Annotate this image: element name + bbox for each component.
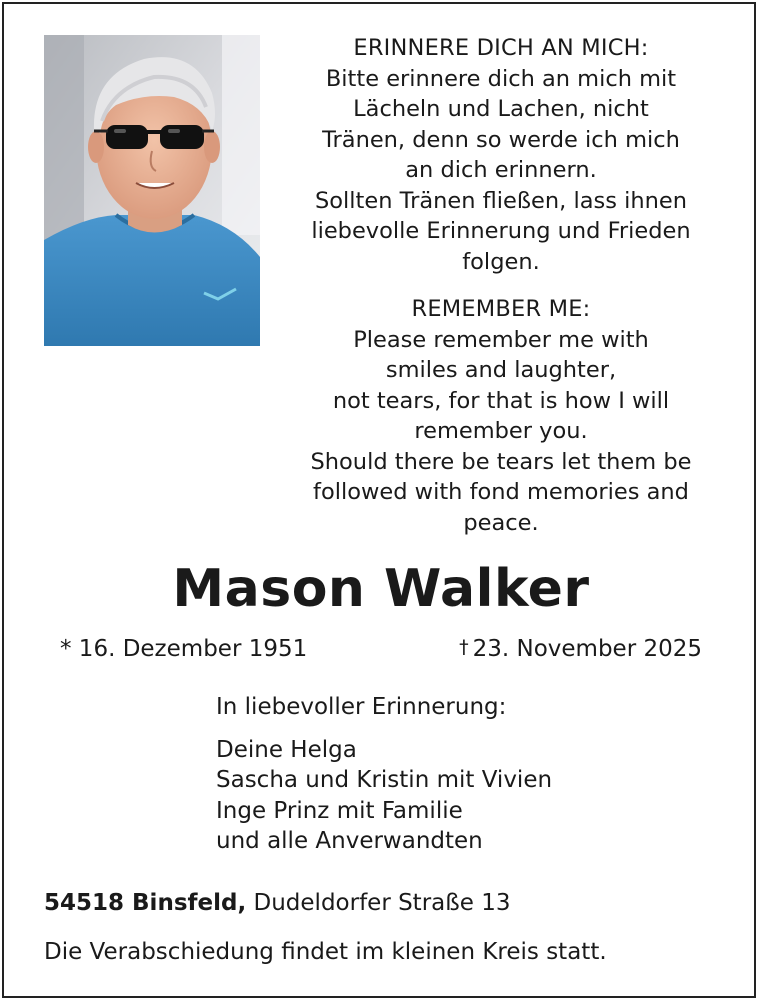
poem-de-line: folgen.: [462, 248, 540, 275]
poem-spacer: [286, 277, 716, 294]
poem-en-line: remember you.: [414, 418, 588, 444]
poem-de-line: an dich erinnern.: [405, 157, 597, 183]
poem-en-line: Please remember me with: [353, 326, 649, 353]
poem-block: [286, 33, 716, 538]
mourners-intro: In liebevoller Erinnerung:: [216, 694, 507, 720]
address-street: Dudeldorfer Straße 13: [253, 890, 511, 916]
death-date-row: [459, 633, 702, 666]
poem-de-line: Sollten Tränen fließen, lass ihnen: [315, 187, 687, 214]
farewell-note: Die Verabschiedung findet im kleinen Kreis statt.: [44, 939, 607, 965]
poem-en-line: not tears, for that is how I will: [332, 387, 670, 414]
portrait-photo: [44, 35, 260, 346]
death-date: 23. November 2025: [472, 636, 702, 662]
address-line: [44, 887, 510, 919]
deceased-name: Mason Walker: [172, 559, 590, 619]
mourner-name: und alle Anverwandten: [216, 828, 483, 854]
mourners-block: [216, 692, 552, 857]
poem-de-line: Tränen, denn so werde ich mich: [322, 126, 680, 153]
poem-en-line: Should there be tears let them be: [310, 448, 692, 475]
mourner-name: Deine Helga: [216, 736, 357, 763]
poem-en-line: peace.: [463, 509, 539, 536]
mourner-name: Inge Prinz mit Familie: [216, 797, 463, 824]
poem-en-line: followed with fond memories and: [313, 479, 689, 505]
address-place: 54518 Binsfeld,: [44, 890, 247, 916]
poem-en-heading: REMEMBER ME:: [411, 296, 591, 322]
poem-de-line: liebevolle Erinnerung und Frieden: [311, 218, 691, 244]
mourner-name: Sascha und Kristin mit Vivien: [216, 767, 553, 793]
birth-date: * 16. Dezember 1951: [60, 636, 308, 662]
obituary-card: [2, 2, 756, 998]
poem-de-line: Bitte erinnere dich an mich mit: [325, 65, 677, 92]
mourners-list: [216, 735, 552, 857]
poem-de-line: Lächeln und Lachen, nicht: [353, 96, 649, 122]
portrait-image: [44, 35, 260, 346]
cross-icon: †: [459, 636, 469, 658]
poem-en-line: smiles and laughter,: [385, 357, 617, 383]
poem-de-heading: ERINNERE DICH AN MICH:: [353, 35, 649, 61]
